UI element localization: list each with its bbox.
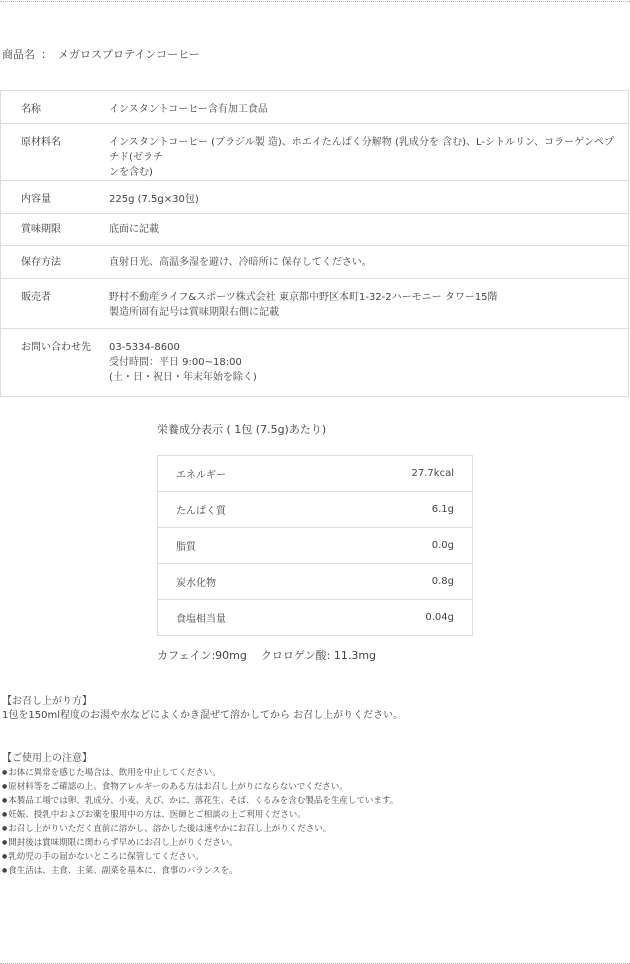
product-name-value: メガロスプロテインコーヒー: [58, 48, 200, 61]
product-spec-table: [0, 90, 629, 397]
spec-value-line: 製造所固有記号は賞味期限右側に記載: [109, 307, 279, 318]
nutrition-value: 0.8g: [431, 576, 454, 587]
spec-value-line: 底面に記載: [109, 224, 159, 235]
spec-value-line: 受付時間：平日 9:00~18:00: [109, 357, 242, 368]
nutrition-title: 栄養成分表示 ( 1包 (7.5g)あたり): [157, 423, 327, 436]
chlorogenic-acid-value: クロロゲン酸: 11.3mg: [260, 649, 377, 662]
spec-label: 販売者: [21, 292, 51, 303]
spec-label: 賞味期限: [21, 224, 61, 235]
caution-list: [2, 766, 398, 878]
product-name-line: [2, 46, 200, 62]
caution-item: ● 食生活は、主食、主菜、副菜を基本に、食事のバランスを。: [2, 864, 398, 878]
product-name-label: 商品名: [2, 48, 35, 61]
caution-item: ● 乳幼児の手の届かないところに保管してください。: [2, 850, 398, 864]
spec-value: [109, 124, 629, 181]
caution-item: ● お体に異常を感じた場合は、飲用を中止してください。: [2, 766, 398, 780]
caution-item: ● 開封後は賞味期限に関わらず早めにお召し上がりください。: [2, 836, 398, 850]
caffeine-value: カフェイン:90mg: [157, 649, 247, 662]
nutrition-row: [158, 492, 473, 528]
product-name-separator: ：: [41, 48, 52, 61]
caution-section: [2, 752, 398, 878]
spec-value-line: 野村不動産ライフ&スポーツ株式会社 東京都中野区本町1-32-2ハーモニー タワー15階: [109, 292, 498, 303]
spec-value: [109, 246, 629, 279]
spec-row: [1, 124, 629, 181]
spec-row: [1, 214, 629, 246]
spec-row: [1, 279, 629, 329]
nutrition-row: [158, 528, 473, 564]
nutrition-value: 0.04g: [425, 612, 454, 623]
nutrition-value: 0.0g: [431, 540, 454, 551]
spec-value: [109, 181, 629, 214]
spec-value-line: ンを含む): [109, 167, 153, 178]
nutrition-name: たんぱく質: [176, 506, 226, 517]
spec-label: お問い合わせ先: [21, 342, 91, 353]
spec-value-line: 03-5334-8600: [109, 342, 180, 353]
spec-value-line: インスタントコーヒー含有加工食品: [109, 104, 268, 115]
howto-text: 1包を150ml程度のお湯や水などによくかき混ぜて溶かしてから お召し上がりください。: [2, 710, 404, 721]
nutrition-name: 炭水化物: [176, 578, 216, 589]
spec-label: 保存方法: [21, 257, 61, 268]
nutrition-value: 27.7kcal: [411, 468, 454, 479]
caution-item: ● 本製品工場では卵、乳成分、小麦、えび、かに、落花生、そば、くるみを含む製品を生産しています。: [2, 794, 398, 808]
nutrition-name: 脂質: [176, 542, 196, 553]
nutrition-row: [158, 456, 473, 492]
caution-item: ● 妊娠、授乳中およびお薬を服用中の方は、医師とご相談の上ご利用ください。: [2, 808, 398, 822]
spec-value: [109, 91, 629, 124]
spec-row: [1, 91, 629, 124]
spec-value: [109, 329, 629, 397]
spec-value-line: 225g (7.5g×30包): [109, 194, 199, 205]
nutrition-table: [157, 455, 473, 636]
caution-item: ● 原材料等をご確認の上、食物アレルギーのある方はお召し上がりにならないでください。: [2, 780, 398, 794]
nutrition-value: 6.1g: [431, 504, 454, 515]
spec-value-line: 直射日光、高温多湿を避け、冷暗所に 保存してください。: [109, 257, 372, 268]
spec-label: 内容量: [21, 194, 51, 205]
nutrition-name: 食塩相当量: [176, 614, 226, 625]
nutrition-row: [158, 564, 473, 600]
howto-heading: 【お召し上がり方】: [2, 696, 92, 707]
spec-label: 名称: [21, 104, 41, 115]
spec-value-line: インスタントコーヒー (ブラジル製 造)、ホエイたんぱく分解物 (乳成分を 含む)、L-シトルリン、コラーゲンペプ チド(ゼラチ: [109, 137, 614, 163]
caffeine-line: [157, 647, 376, 663]
spec-value-line: (土・日・祝日・年末年始を除く): [109, 372, 257, 383]
nutrition-row: [158, 600, 473, 636]
spec-label: 原材料名: [21, 137, 61, 148]
top-dotted-divider: [0, 1, 630, 2]
nutrition-name: エネルギー: [176, 470, 226, 481]
spec-value: [109, 279, 629, 329]
caution-item: ● お召し上がりいただく直前に溶かし、溶かした後は速やかにお召し上がりください。: [2, 822, 398, 836]
spec-row: [1, 181, 629, 214]
spec-value: [109, 214, 629, 246]
caution-heading: 【ご使用上の注意】: [2, 753, 92, 764]
spec-row: [1, 329, 629, 397]
howto-section: [2, 695, 403, 723]
spec-row: [1, 246, 629, 279]
